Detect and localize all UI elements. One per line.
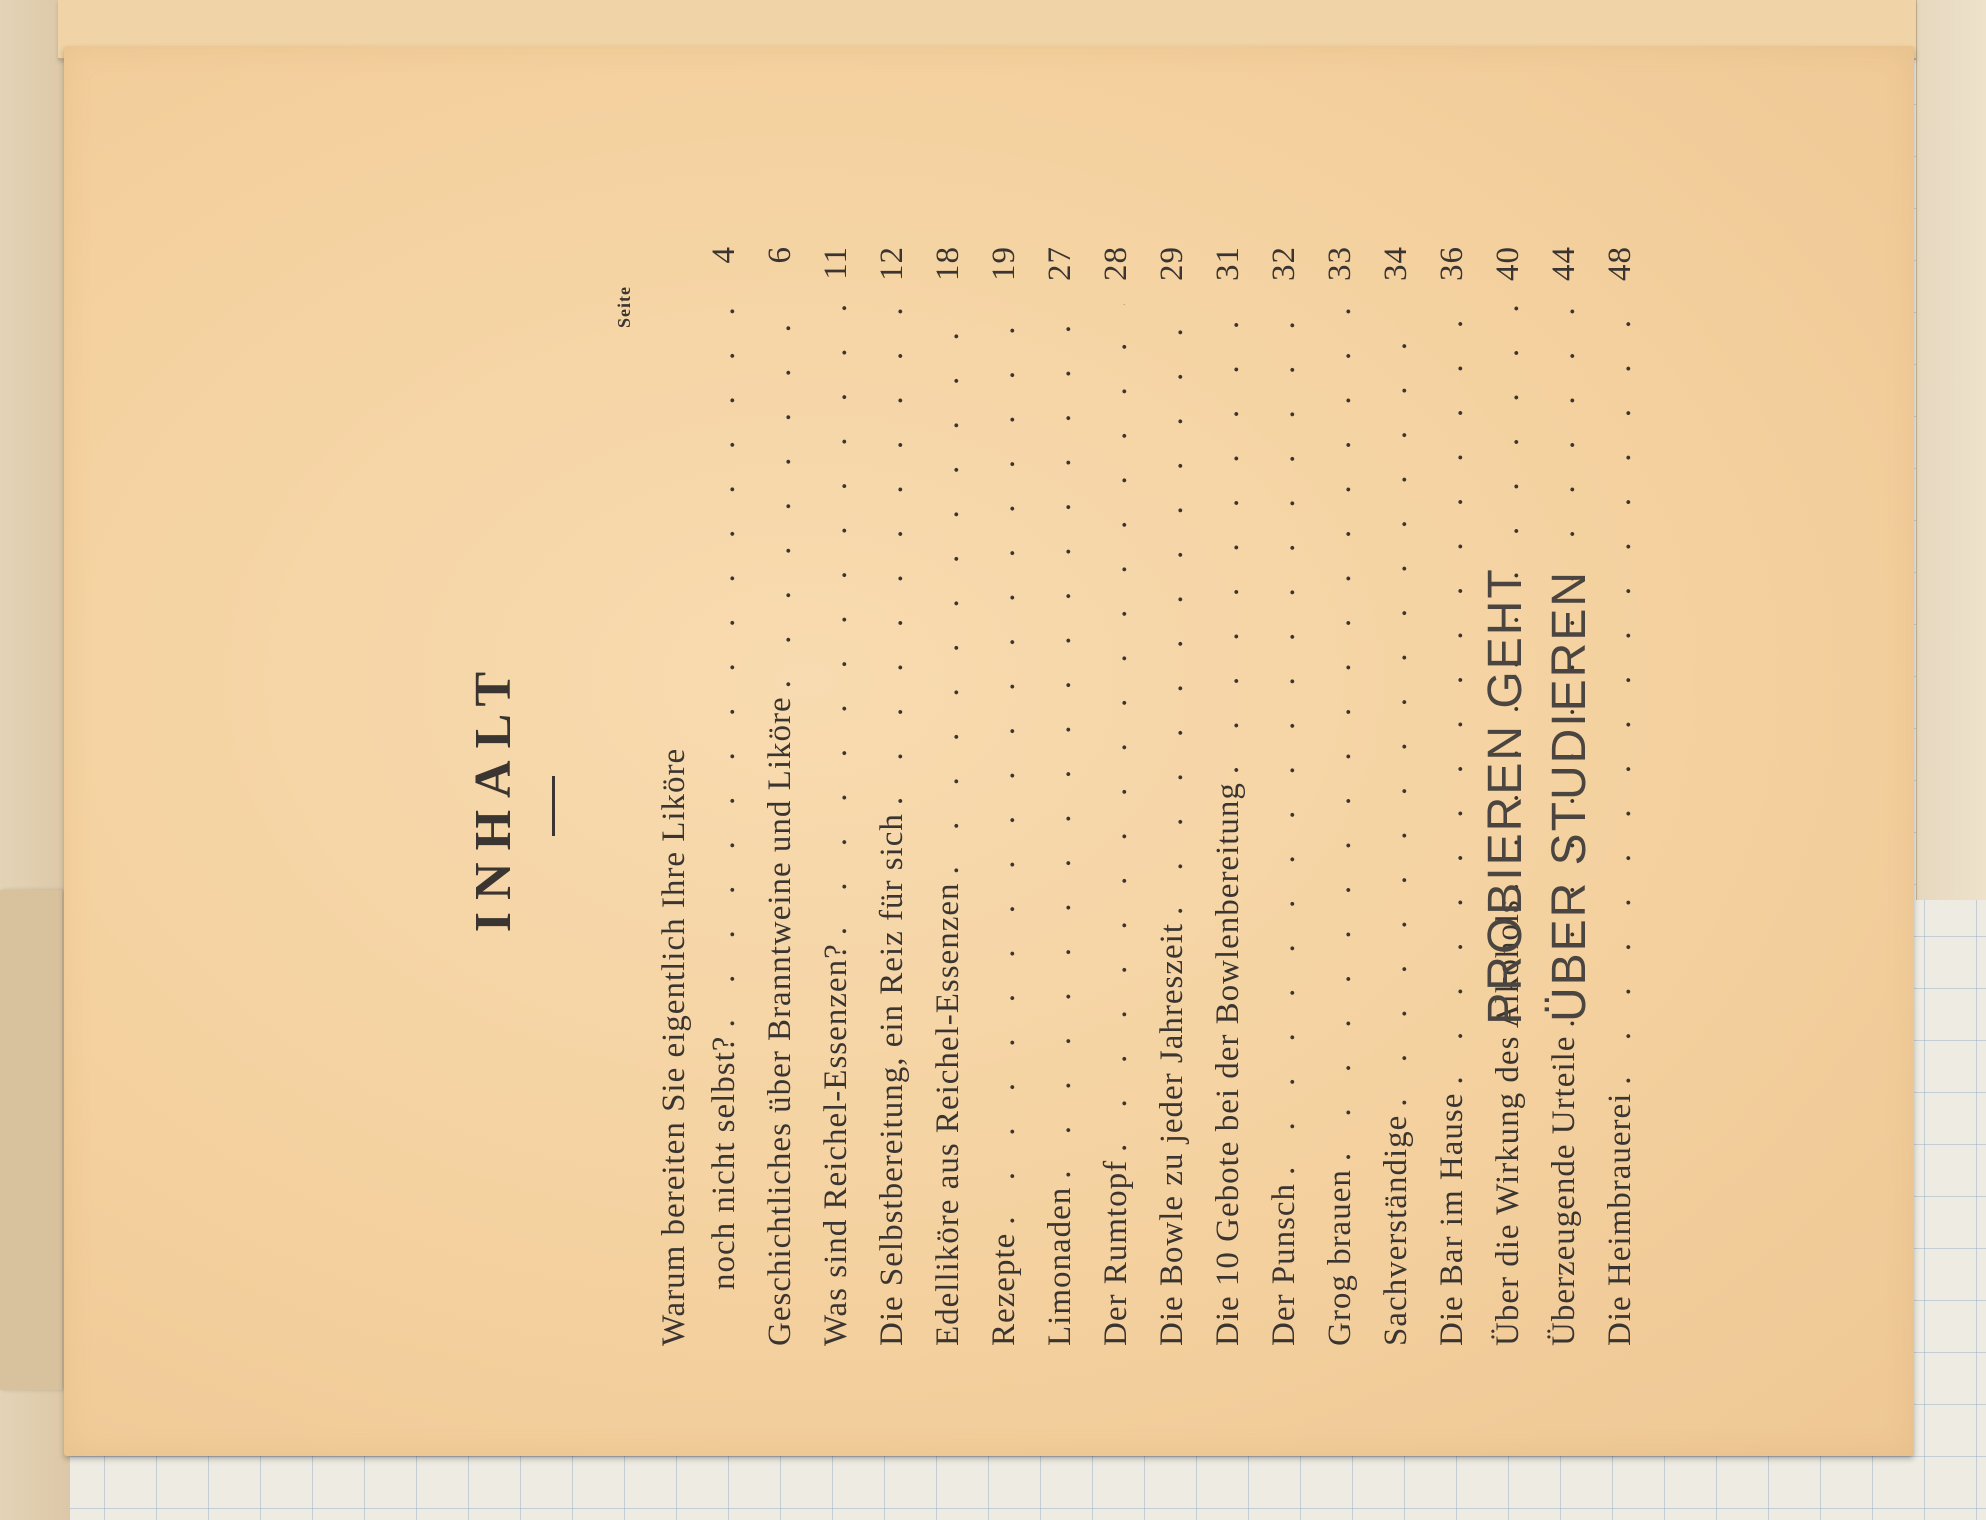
toc-entry[interactable] [1032, 246, 1088, 1346]
toc-page-number: 27 [1042, 246, 1078, 281]
toc-entry-title: Geschichtliches über Branntweine und Liköre [762, 696, 798, 1346]
toc-entry-title: Der Rumtopf [1098, 1159, 1134, 1346]
toc-entry[interactable] [752, 246, 808, 1346]
toc-entry-title: Die Heimbrauerei [1602, 1092, 1638, 1346]
toc-leader-dots [864, 304, 920, 805]
toc-page-number: 40 [1490, 246, 1526, 281]
toc-entry-title: Grog brauen [1322, 1169, 1358, 1346]
toc-page-number: 6 [762, 246, 798, 264]
toc-leader-dots [1312, 304, 1368, 1161]
toc-entry-title: Die Bar im Hause [1434, 1092, 1470, 1346]
right-paper-tab [1916, 0, 1986, 900]
toc-page-number: 48 [1602, 246, 1638, 281]
booklet-page [64, 46, 1914, 1456]
toc-entry[interactable] [920, 246, 976, 1346]
toc-page-number: 12 [874, 246, 910, 281]
toc-entry-title: Rezepte [986, 1232, 1022, 1346]
toc-entry[interactable] [652, 246, 752, 1346]
toc-leader-dots [808, 304, 864, 935]
toc-page-number: 29 [1154, 246, 1190, 281]
page-content-rotated [464, 166, 1664, 1426]
toc-entry-title-continued: noch nicht selbst? [706, 1035, 742, 1290]
toc-entry-title: Die Bowle zu jeder Jahreszeit [1154, 922, 1190, 1346]
toc-entry[interactable] [1424, 246, 1480, 1346]
toc-leader-dots [920, 304, 976, 875]
toc-leader-dots [1088, 304, 1144, 1152]
title-underline [552, 776, 555, 836]
toc-page-number: 18 [930, 246, 966, 281]
slogan-line-1: PROBIEREN GEHT [1479, 567, 1532, 1025]
toc-entry-title: Edelliköre aus Reichel-Essenzen [930, 882, 966, 1346]
toc-entry-title: Limonaden [1042, 1186, 1078, 1346]
toc-page-number: 33 [1322, 246, 1358, 281]
toc-entry-title: Was sind Reichel-Essenzen? [818, 943, 854, 1346]
toc-entry[interactable] [808, 246, 864, 1346]
toc-entry[interactable] [1368, 246, 1424, 1346]
toc-entry-title: Der Punsch [1266, 1182, 1302, 1346]
toc-leader-dots [752, 304, 808, 688]
toc-page-number: 32 [1266, 246, 1302, 281]
toc-entry[interactable] [1200, 246, 1256, 1346]
toc-page-number: 31 [1210, 246, 1246, 281]
toc-leader-dots [1424, 304, 1480, 1085]
toc-page-number: 4 [706, 246, 742, 264]
toc-entry-title: Über die Wirkung des Alkohols [1490, 899, 1526, 1346]
toc-page-number: 28 [1098, 246, 1134, 281]
left-paper-tab [0, 890, 62, 1390]
page-title: INHALT [465, 659, 522, 933]
toc-entry[interactable] [864, 246, 920, 1346]
toc-entry-title: Überzeugende Urteile [1546, 1035, 1582, 1346]
toc-leader-dots [1144, 304, 1200, 915]
toc-leader-dots [696, 304, 752, 1028]
toc-leader-dots [1256, 304, 1312, 1175]
toc-page-number: 36 [1434, 246, 1470, 281]
toc-entry[interactable] [1256, 246, 1312, 1346]
toc-entry[interactable] [1088, 246, 1144, 1346]
toc-entry-title: Die Selbstbereitung, ein Reiz für sich [874, 813, 910, 1346]
toc-entry[interactable] [976, 246, 1032, 1346]
toc-entry[interactable] [1144, 246, 1200, 1346]
toc-leader-dots [976, 304, 1032, 1225]
toc-page-number: 34 [1378, 246, 1414, 281]
toc-page-number: 11 [818, 246, 854, 280]
toc-leader-dots [1032, 304, 1088, 1179]
toc-entry-title: Die 10 Gebote bei der Bowlenbereitung [1210, 782, 1246, 1346]
toc-page-number: 19 [986, 246, 1022, 281]
toc-entry[interactable] [1312, 246, 1368, 1346]
toc-leader-dots [1368, 304, 1424, 1107]
toc-leader-dots [1200, 304, 1256, 774]
toc-entry-title: Warum bereiten Sie eigentlich Ihre Liköre [656, 747, 692, 1346]
toc-entry-title: Sachverständige [1378, 1114, 1414, 1346]
slogan-line-2: ÜBER STUDIEREN [1543, 569, 1596, 1023]
page-column-label: Seite [614, 286, 634, 328]
toc-page-number: 44 [1546, 246, 1582, 281]
slogan [1474, 166, 1602, 1426]
